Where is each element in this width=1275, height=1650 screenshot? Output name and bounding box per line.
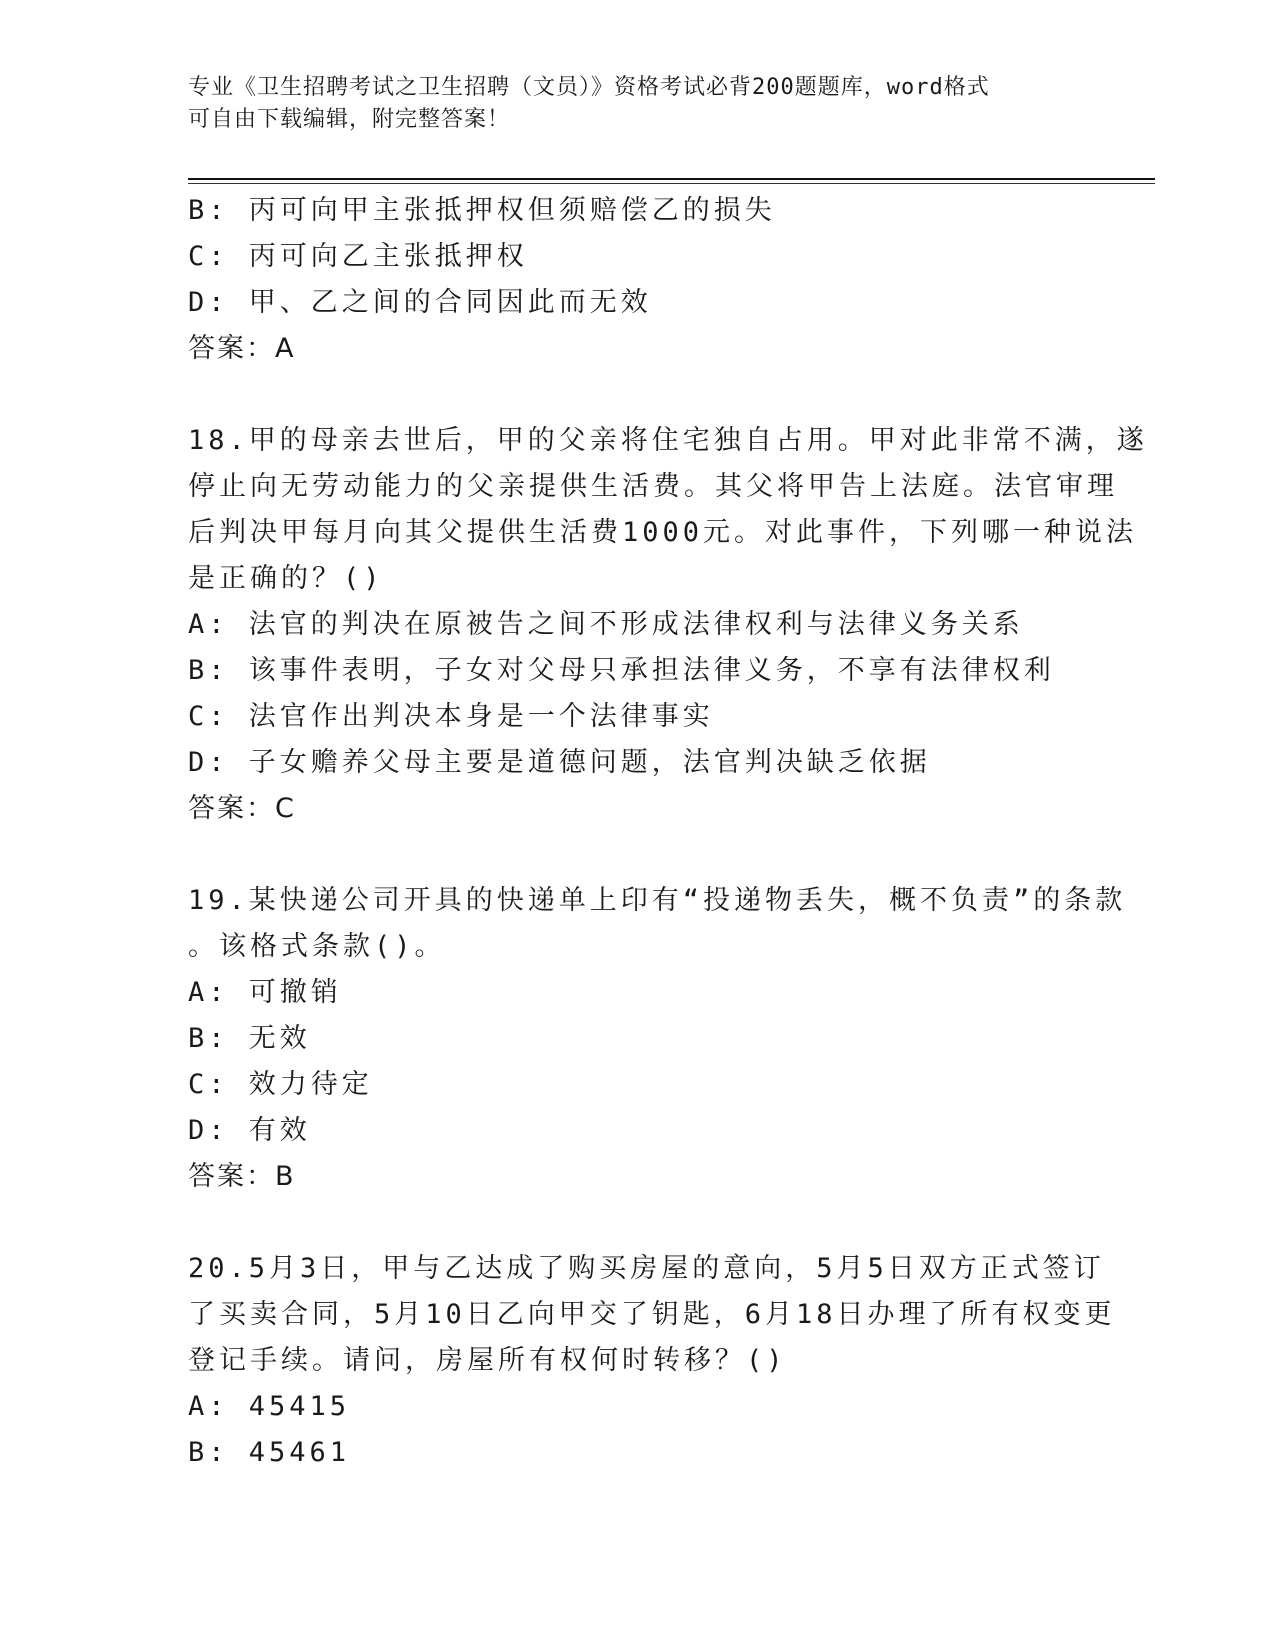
document-header: [188, 72, 1068, 136]
option-a: A: 45415: [188, 1391, 351, 1422]
answer-line: 答案：A: [188, 333, 296, 364]
question-17-tail: [188, 188, 1088, 372]
option-d: D: 甲、乙之间的合同因此而无效: [188, 287, 652, 318]
option-d: D: 子女赡养父母主要是道德问题，法官判决缺乏依据: [188, 747, 931, 778]
option-c: C: 丙可向乙主张抵押权: [188, 241, 528, 272]
question-stem-line: 登记手续。请问，房屋所有权何时转移？(): [188, 1345, 787, 1376]
option-b: B: 45461: [188, 1437, 351, 1468]
option-d: D: 有效: [188, 1115, 311, 1146]
question-stem-line: 是正确的？(): [188, 563, 384, 594]
header-line-1: 专业《卫生招聘考试之卫生招聘（文员）》资格考试必背200题题库，word格式: [188, 75, 990, 100]
question-list: [188, 188, 1148, 1476]
header-rule-thin: [188, 183, 1155, 184]
question-stem-line: 后判决甲每月向其父提供生活费1000元。对此事件，下列哪一种说法: [188, 517, 1138, 548]
answer-line: 答案：C: [188, 793, 296, 824]
question-stem-line: 19.某快递公司开具的快递单上印有“投递物丢失，概不负责”的条款: [188, 885, 1127, 916]
header-rule-thick: [188, 178, 1155, 180]
option-a: A: 可撤销: [188, 977, 342, 1008]
question-stem-line: 20.5月3日，甲与乙达成了购买房屋的意向，5月5日双方正式签订: [188, 1253, 1105, 1284]
question-18: [188, 418, 1148, 832]
answer-line: 答案：B: [188, 1161, 296, 1192]
option-a: A: 法官的判决在原被告之间不形成法律权利与法律义务关系: [188, 609, 1024, 640]
option-b: B: 无效: [188, 1023, 311, 1054]
question-19: [188, 878, 1127, 1200]
header-line-2: 可自由下载编辑，附完整答案！: [188, 107, 511, 132]
option-b: B: 丙可向甲主张抵押权但须赔偿乙的损失: [188, 195, 776, 226]
option-c: C: 法官作出判决本身是一个法律事实: [188, 701, 714, 732]
question-20: [188, 1246, 1116, 1476]
option-c: C: 效力待定: [188, 1069, 373, 1100]
question-stem-line: 了买卖合同，5月10日乙向甲交了钥匙，6月18日办理了所有权变更: [188, 1299, 1116, 1330]
option-b: B: 该事件表明，子女对父母只承担法律义务，不享有法律权利: [188, 655, 1055, 686]
question-stem-line: 停止向无劳动能力的父亲提供生活费。其父将甲告上法庭。法官审理: [188, 471, 1118, 502]
question-stem-line: 18.甲的母亲去世后，甲的父亲将住宅独自占用。甲对此非常不满，遂: [188, 425, 1148, 456]
question-stem-line: 。该格式条款()。: [188, 931, 446, 962]
